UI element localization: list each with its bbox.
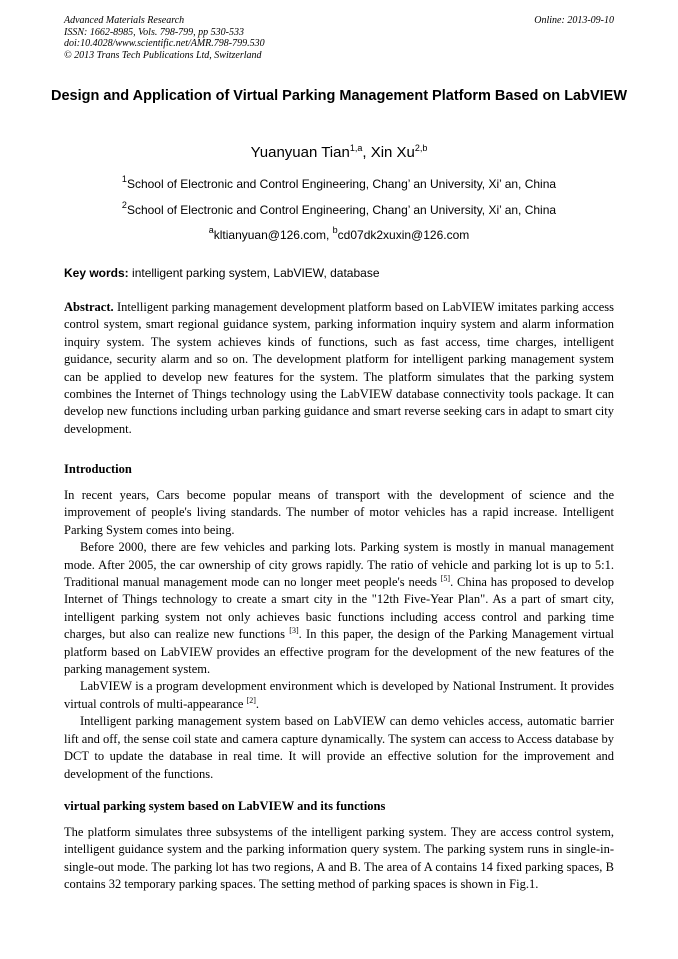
author-name: Xin Xu [370,144,415,161]
abstract [64,299,614,438]
author-separator: , [362,144,371,161]
introduction-body [64,487,614,783]
email-sup: b [332,225,338,235]
author-list [0,143,678,163]
doi-line: doi:10.4028/www.scientific.net/AMR.798-799.530 [64,38,265,49]
section-heading-introduction: Introduction [64,462,132,476]
paragraph: Intelligent parking management system based on LabVIEW can demo vehicles access, automatic barrier lift and off, the sense coil state and camera capture dynamically. The system can access to Access database by DCT to update the database in real time. It will provide an effective solution for the improvement and development of the functions. [64,714,614,781]
email-separator: , [325,228,333,242]
journal-header [64,15,614,61]
issn-line: ISSN: 1662-8985, Vols. 798-799, pp 530-533 [64,26,244,38]
journal-name: Advanced Materials Research [64,15,185,26]
email-sup: a [208,225,214,235]
author-emails [0,227,678,243]
citation[interactable]: [2] [246,695,256,705]
copyright-line: © 2013 Trans Tech Publications Ltd, Switzerland [64,49,262,61]
author-sup: 1,a [349,143,363,153]
keywords [64,265,614,281]
section-heading-virtual-parking: virtual parking system based on LabVIEW and its functions [64,799,386,813]
abstract-text: Intelligent parking management development platform based on LabVIEW imitates parking access control system, smart regional guidance system, parking information inquiry system and alarm information inquiry system. The system achieves kinds of functions, such as fast access, time charges, intelligent guidance, security alarm and so on. The development platform for intelligent parking management system can be applied to develop new features for the system. The platform simulates that the parking system combines the Internet of Things technology using the LabVIEW database connectivity tools package. It can develop new functions including urban parking guidance and smart reverse seeking cars in adapt to smart city development. [64,300,614,436]
abstract-label: Abstract. [64,300,114,314]
affiliation-text: School of Electronic and Control Engineering, Chang’ an University, Xi’ an, China [126,203,557,217]
citation[interactable]: [5] [440,574,451,584]
citation[interactable]: [3] [289,626,299,636]
paper-title: Design and Application of Virtual Parking Management Platform Based on LabVIEW [50,88,628,104]
paragraph: LabVIEW is a program development environment which is developed by National Instrument. It provides virtual controls of multi-appearance [2]. [64,679,614,711]
paragraph: Before 2000, there are few vehicles and parking lots. Parking system is mostly in manual management mode. After 2005, the car ownership of city grows rapidly. The ratio of vehicle and parking lot is up to 5:1. Traditional manual management mode can no longer meet people's needs [5]. China has proposed to develop Internet of Things technology to create a smart city in the "12th Five-Year Plan". As a part of smart city, intelligent parking system not only achieves basic functions including access control and parking time charges, but also can realize new functions [3]. In this paper, the design of the Parking Management virtual platform based on LabVIEW provides an effective program for the development of the new features of the parking management system. [64,540,614,677]
section-body [64,824,614,894]
affiliation-1 [0,176,678,192]
email-link[interactable]: kltianyuan@126.com [213,228,326,242]
affiliation-sup: 2 [121,200,127,210]
author-sup: 2,b [414,143,428,153]
author-name: Yuanyuan Tian [250,144,350,161]
affiliation-text: School of Electronic and Control Engineering, Chang’ an University, Xi’ an, China [126,177,557,191]
keywords-label: Key words: [64,266,129,280]
online-date: Online: 2013-09-10 [534,15,614,26]
email-link[interactable]: cd07dk2xuxin@126.com [337,228,470,242]
paragraph: In recent years, Cars become popular means of transport with the development of science and the improvement of people's living standards. The number of motor vehicles has a rapid increase. Intelligent Parking System comes into being. [64,488,614,537]
keywords-text: intelligent parking system, LabVIEW, database [128,266,380,280]
affiliation-sup: 1 [121,174,127,184]
paragraph: The platform simulates three subsystems of the intelligent parking system. They are access control system, intelligent guidance system and the parking information query system. The parking system runs in single-in-single-out mode. The parking lot has two regions, A and B. The area of A contains 14 fixed parking spaces, B contains 32 temporary parking spaces. The setting method of parking spaces is shown in Fig.1. [64,825,614,892]
affiliation-2 [0,202,678,218]
